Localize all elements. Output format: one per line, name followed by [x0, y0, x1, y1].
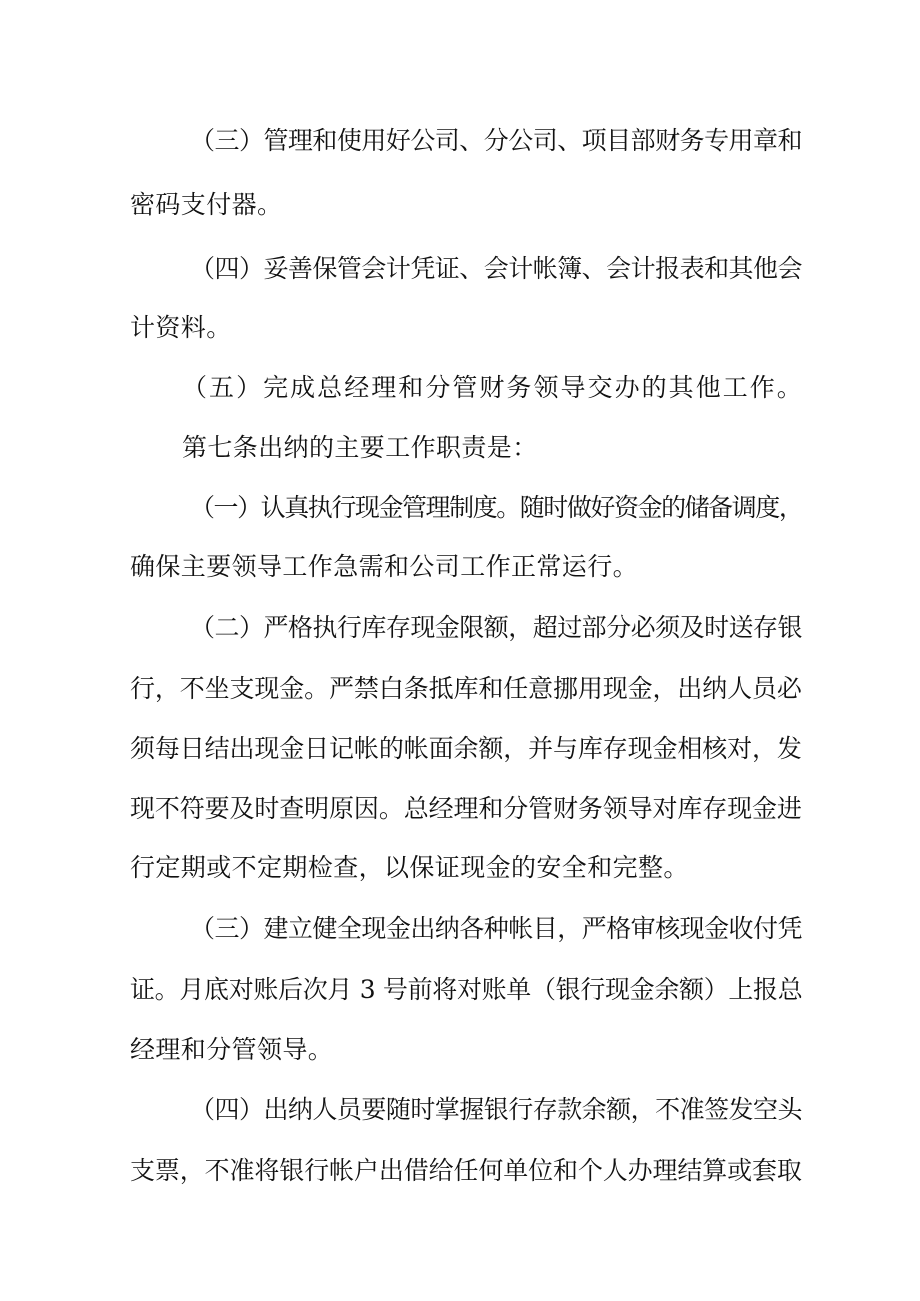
article-heading: 第七条出纳的主要工作职责是：: [182, 433, 538, 462]
paragraph-line: （三）建立健全现金出纳各种帐目，严格审核现金收付凭: [190, 914, 803, 943]
paragraph-line: 证。月底对账后次月 3 号前将对账单（银行现金余额）上报总: [130, 975, 803, 1004]
paragraph-line: 确保主要领导工作急需和公司工作正常运行。: [130, 552, 639, 581]
paragraph-line: （一）认真执行现金管理制度。随时做好资金的储备调度，: [190, 493, 803, 522]
paragraph-line: （五）完成总经理和分管财务领导交办的其他工作。: [182, 373, 804, 402]
paragraph-line: （四）妥善保管会计凭证、会计帐簿、会计报表和其他会: [190, 254, 803, 283]
paragraph-line: 计资料。: [130, 313, 232, 342]
paragraph-line: （四）出纳人员要随时掌握银行存款余额，不准签发空头: [190, 1095, 803, 1124]
paragraph-line: 经理和分管领导。: [130, 1035, 334, 1064]
paragraph-line: （二）严格执行库存现金限额，超过部分必须及时送存银: [190, 613, 803, 642]
paragraph-line: 现不符要及时查明原因。总经理和分管财务领导对库存现金进: [130, 794, 802, 823]
paragraph-line: （三）管理和使用好公司、分公司、项目部财务专用章和: [190, 126, 803, 155]
paragraph-line: 行定期或不定期检查，以保证现金的安全和完整。: [130, 853, 689, 882]
paragraph-line: 支票，不准将银行帐户出借给任何单位和个人办理结算或套取: [130, 1156, 802, 1185]
paragraph-line: 须每日结出现金日记帐的帐面余额，并与库存现金相核对，发: [130, 734, 802, 763]
paragraph-line: 密码支付器。: [130, 190, 283, 219]
paragraph-line: 行，不坐支现金。严禁白条抵库和任意挪用现金，出纳人员必: [130, 674, 802, 703]
